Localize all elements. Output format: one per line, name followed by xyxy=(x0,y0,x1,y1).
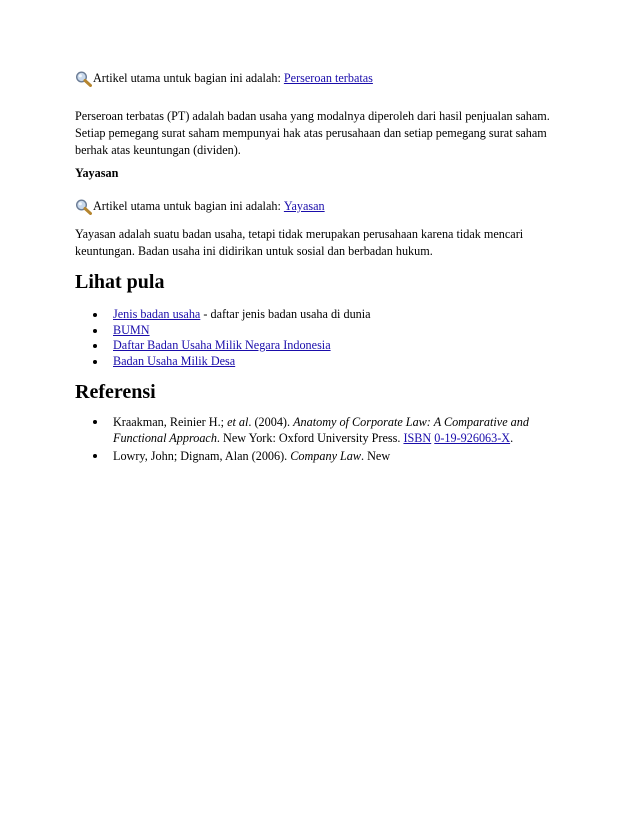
ref-rest: . New xyxy=(361,449,391,463)
link-badan-usaha-milik-desa[interactable]: Badan Usaha Milik Desa xyxy=(113,353,236,368)
see-also-list xyxy=(75,307,575,369)
bullet-icon xyxy=(93,329,97,333)
hatnote-yayasan xyxy=(75,198,575,215)
list-item xyxy=(75,354,575,370)
link-daftar-bumn-indonesia[interactable]: Daftar Badan Usaha Milik Negara Indonesia xyxy=(113,338,331,352)
list-item-desc: - daftar jenis badan usaha di dunia xyxy=(200,307,371,321)
ref-publisher: . New York: Oxford University Press. xyxy=(216,431,404,445)
heading-lihat-pula: Lihat pula xyxy=(75,271,165,293)
magnifier-icon xyxy=(75,71,92,87)
list-item xyxy=(75,338,575,354)
list-item xyxy=(75,323,575,339)
link-bumn[interactable]: BUMN xyxy=(113,322,150,337)
link-yayasan[interactable]: Yayasan xyxy=(283,199,325,213)
section-label-yayasan: Yayasan xyxy=(75,166,119,180)
hatnote-prefix: Artikel utama untuk bagian ini adalah: xyxy=(93,199,284,213)
ref-authors: Kraakman, Reinier H.; xyxy=(113,415,228,429)
paragraph-yayasan: Yayasan adalah suatu badan usaha, tetapi tidak merupakan perusahaan karena tidak mencari keuntungan. Badan usaha ini didirikan untuk sosial dan berbadan hukum. xyxy=(75,227,524,258)
bullet-icon xyxy=(93,454,97,458)
link-isbn-label[interactable]: ISBN xyxy=(403,431,432,445)
hatnote-prefix: Artikel utama untuk bagian ini adalah: xyxy=(93,71,284,85)
link-jenis-badan-usaha[interactable]: Jenis badan usaha xyxy=(113,307,201,321)
bullet-icon xyxy=(93,360,97,364)
heading-referensi: Referensi xyxy=(75,381,156,403)
ref-etal: et al xyxy=(227,415,249,429)
ref-year: . (2004). xyxy=(248,415,294,429)
hatnote-perseroan xyxy=(75,70,575,87)
ref-title: Anatomy of Corporate Law: A Comparative and Functional Approach xyxy=(113,415,529,445)
references-list xyxy=(75,414,555,466)
ref-title: Company Law xyxy=(290,449,362,463)
link-isbn-number[interactable]: 0-19-926063-X xyxy=(434,431,511,445)
list-item xyxy=(75,307,575,323)
bullet-icon xyxy=(93,344,97,348)
magnifier-icon xyxy=(75,199,92,215)
link-perseroan-terbatas[interactable]: Perseroan terbatas xyxy=(283,71,373,85)
paragraph-perseroan: Perseroan terbatas (PT) adalah badan usaha yang modalnya diperoleh dari hasil penjualan saham. Setiap pemegang surat saham mempunyai hak atas perusahaan dan setiap pemegang surat saham berhak atas keuntungan (dividen). xyxy=(75,109,550,157)
bullet-icon xyxy=(93,313,97,317)
ref-end: . xyxy=(510,431,514,445)
ref-authors: Lowry, John; Dignam, Alan (2006). xyxy=(113,449,291,463)
bullet-icon xyxy=(93,420,97,424)
reference-item xyxy=(75,414,555,446)
reference-item xyxy=(75,448,555,464)
